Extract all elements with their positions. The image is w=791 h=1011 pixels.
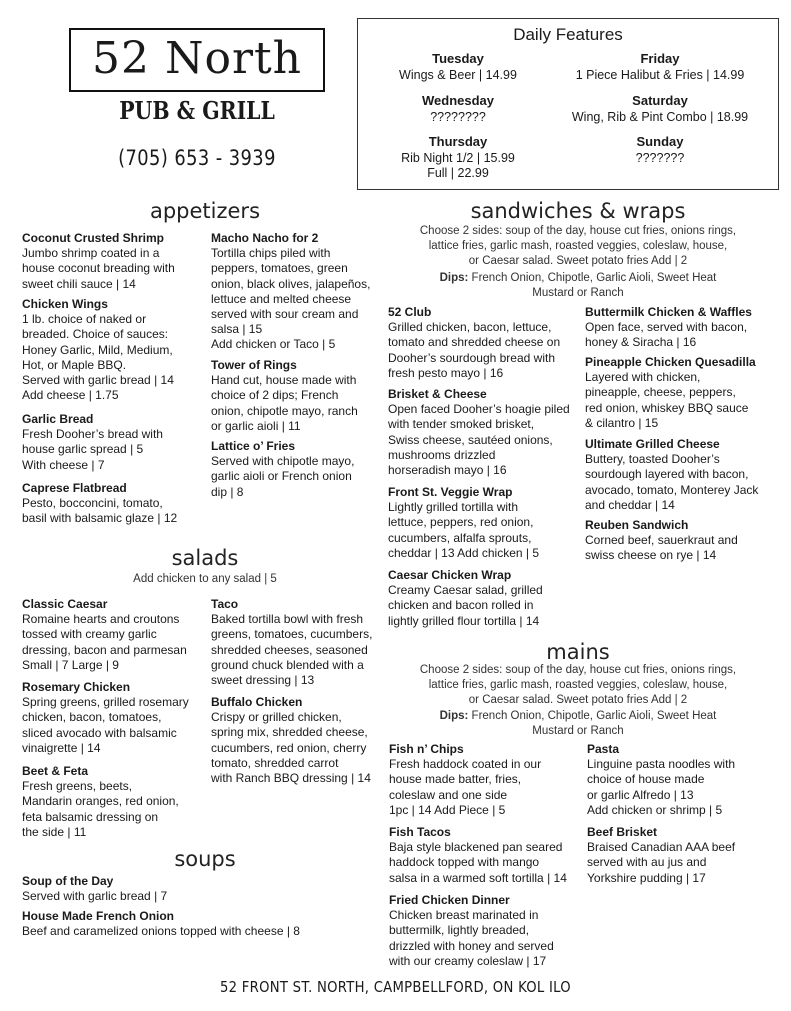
- sandwiches-heading: sandwiches & wraps: [470, 199, 686, 223]
- appetizers-heading: appetizers: [149, 199, 261, 223]
- menu-item: Fried Chicken Dinner Chicken breast marinated in buttermilk, lightly breaded, drizzled with honey and served with our creamy coleslaw | 17: [389, 893, 554, 968]
- menu-item: Classic Caesar Romaine hearts and croutons tossed with creamy garlic dressing, bacon and parmesan Small | 7 Large | 9: [22, 597, 187, 672]
- menu-item: Lattice o’ Fries Served with chipotle mayo, garlic aioli or French onion dip | 8: [211, 439, 355, 499]
- menu-item: Rosemary Chicken Spring greens, grilled rosemary chicken, bacon, tomatoes, sliced avocado with balsamic vinaigrette | 14: [22, 680, 189, 755]
- feature-thursday: Thursday Rib Night 1/2 | 15.99 Full | 22.99: [401, 134, 515, 180]
- menu-item: Buffalo Chicken Crispy or grilled chicken, spring mix, shredded cheese, cucumbers, red onion, cherry tomato, shredded carrot with Ranch BBQ dressing | 14: [211, 695, 371, 786]
- menu-item: Front St. Veggie Wrap Lightly grilled tortilla with lettuce, peppers, red onion, cucumbers, alfalfa sprouts, cheddar | 13 Add chicken | 5: [388, 485, 540, 560]
- feature-sunday: Sunday ???????: [635, 134, 685, 165]
- sandwiches-dips: Dips: French Onion, Chipotle, Garlic Aioli, Sweet Heat Mustard or Ranch: [439, 272, 717, 299]
- menu-item: Fish Tacos Baja style blackened pan seared haddock topped with mango salsa in a warmed soft tortilla | 14: [389, 825, 567, 885]
- menu-item: Tower of Rings Hand cut, house made with choice of 2 dips; French onion, chipotle mayo, ranch or garlic aioli | 11: [211, 358, 358, 433]
- mains-dips: Dips: French Onion, Chipotle, Garlic Aioli, Sweet Heat Mustard or Ranch: [439, 710, 717, 737]
- menu-item: Caprese Flatbread Pesto, bocconcini, tomato, basil with balsamic glaze | 12: [22, 481, 178, 526]
- menu-item: Buttermilk Chicken & Waffles Open face, served with bacon, honey & Siracha | 16: [585, 305, 752, 350]
- menu-item: Soup of the Day Served with garlic bread | 7: [22, 874, 168, 904]
- menu-item: Garlic Bread Fresh Dooher’s bread with house garlic spread | 5 With cheese | 7: [22, 412, 163, 472]
- menu-item: Fish n’ Chips Fresh haddock coated in our house made batter, fries, coleslaw and one side 1pc | 14 Add Piece | 5: [389, 742, 542, 817]
- salads-heading: salads: [171, 546, 239, 570]
- feature-saturday: Saturday Wing, Rib & Pint Combo | 18.99: [571, 93, 749, 124]
- menu-item: Ultimate Grilled Cheese Buttery, toasted Dooher’s sourdough layered with bacon, avocado, tomato, Monterey Jack and cheddar | 14: [585, 437, 759, 512]
- salads-note: Add chicken to any salad | 5: [133, 573, 277, 585]
- menu-item: House Made French Onion Beef and caramelized onions topped with cheese | 8: [22, 909, 300, 939]
- phone-number: (705) 653 - 3939: [118, 146, 276, 170]
- menu-item: Chicken Wings 1 lb. choice of naked or breaded. Choice of sauces: Honey Garlic, Mild, Medium, Hot, or Maple BBQ. Served with garlic bread | 14 Add cheese | 1.75: [22, 297, 174, 403]
- menu-item: Beef Brisket Braised Canadian AAA beef served with au jus and Yorkshire pudding | 17: [587, 825, 736, 885]
- feature-friday: Friday 1 Piece Halibut & Fries | 14.99: [575, 51, 745, 82]
- menu-item: Brisket & Cheese Open faced Dooher’s hoagie piled with tender smoked brisket, Swiss cheese, sautéed onions, mushrooms drizzled horseradish mayo | 16: [388, 387, 570, 478]
- mains-heading: mains: [546, 640, 610, 664]
- menu-item: 52 Club Grilled chicken, bacon, lettuce, tomato and shredded cheese on Dooher’s sourdough bread with fresh pesto mayo | 16: [388, 305, 561, 380]
- menu-item: Beet & Feta Fresh greens, beets, Mandarin oranges, red onion, feta balsamic dressing on the side | 11: [22, 764, 179, 839]
- feature-tuesday: Tuesday Wings & Beer | 14.99: [399, 51, 517, 82]
- mains-sides-note: Choose 2 sides: soup of the day, house cut fries, onions rings, lattice fries, garlic mash, roasted veggies, coleslaw, house, or Caesar salad. Sweet potato fries Add | 2: [419, 664, 737, 706]
- menu-item: Pasta Linguine pasta noodles with choice of house made or garlic Alfredo | 13 Add chicken or shrimp | 5: [587, 742, 736, 817]
- restaurant-name: 52 North: [91, 33, 303, 84]
- daily-features-title: Daily Features: [513, 25, 623, 44]
- menu-item: Coconut Crusted Shrimp Jumbo shrimp coated in a house coconut breading with sweet chili sauce | 14: [22, 231, 175, 291]
- restaurant-subtitle: PUB & GRILL: [119, 96, 275, 125]
- menu-item: Macho Nacho for 2 Tortilla chips piled with peppers, tomatoes, green onion, black olives, jalapeños, lettuce and melted cheese served with sour cream and salsa | 15 Add chicken or Taco | 5: [211, 231, 371, 352]
- footer-address: 52 FRONT ST. NORTH, CAMPBELLFORD, ON KOL ILO: [220, 978, 571, 996]
- menu-item: Reuben Sandwich Corned beef, sauerkraut and swiss cheese on rye | 14: [585, 518, 738, 563]
- soups-heading: soups: [174, 847, 236, 871]
- sandwiches-sides-note: Choose 2 sides: soup of the day, house cut fries, onions rings, lattice fries, garlic mash, roasted veggies, coleslaw, house, or Caesar salad. Sweet potato fries Add | 2: [419, 225, 737, 267]
- feature-wednesday: Wednesday ????????: [421, 93, 494, 124]
- menu-item: Pineapple Chicken Quesadilla Layered with chicken, pineapple, cheese, peppers, red onion, whiskey BBQ sauce & cilantro | 15: [585, 355, 756, 430]
- menu-item: Taco Baked tortilla bowl with fresh greens, tomatoes, cucumbers, shredded cheeses, seasoned ground chuck blended with a sweet dressing | 13: [211, 597, 373, 688]
- menu-item: Caesar Chicken Wrap Creamy Caesar salad, grilled chicken and bacon rolled in lightly grilled flour tortilla | 14: [388, 568, 543, 628]
